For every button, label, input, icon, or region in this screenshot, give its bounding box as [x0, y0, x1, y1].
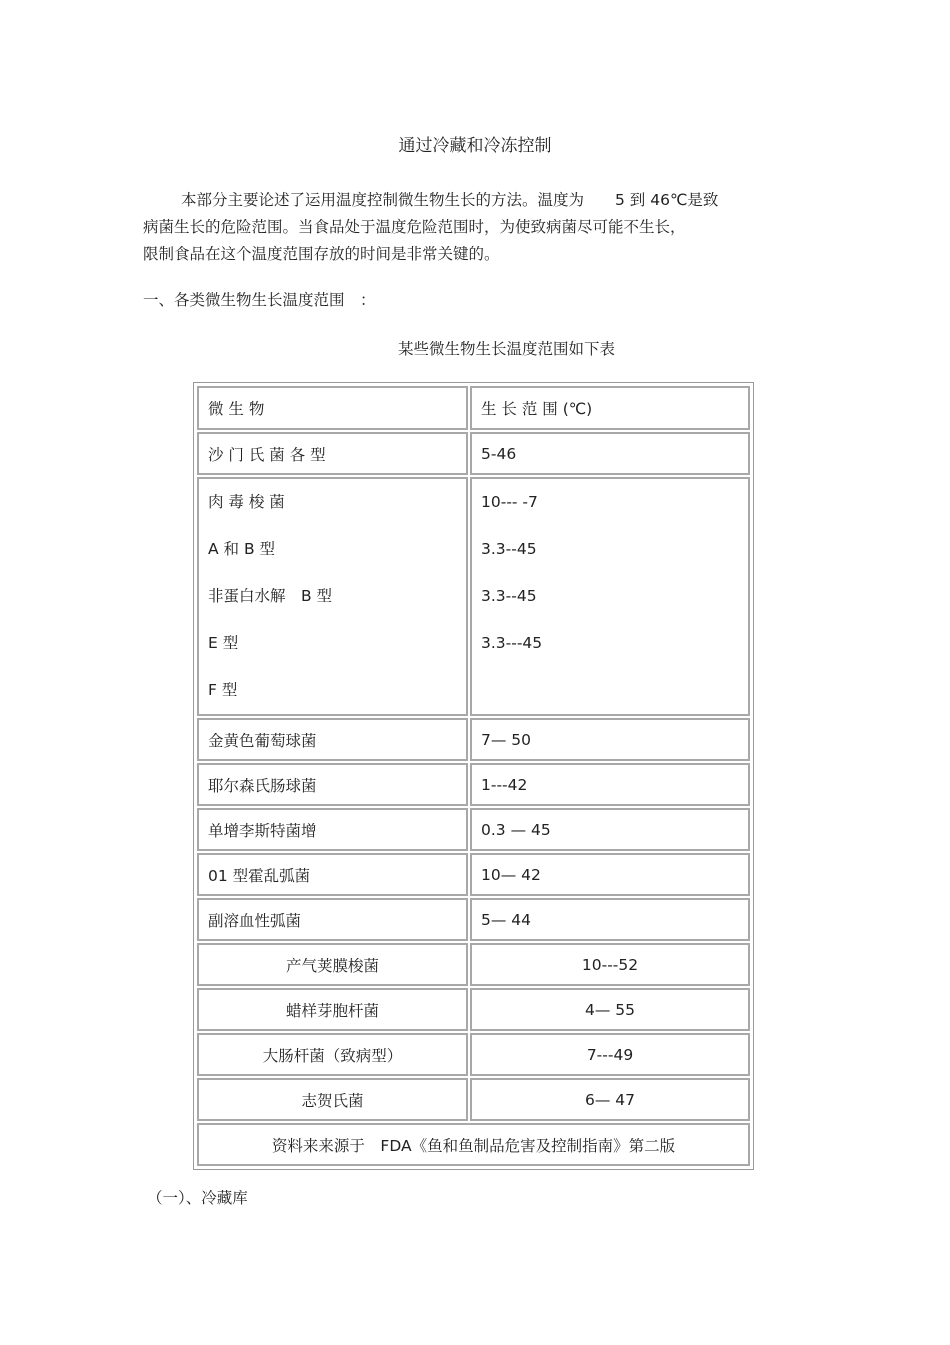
growth-range: 5-46 — [470, 432, 750, 475]
organism-name-list — [197, 477, 468, 716]
organism-name: 01 型霍乱弧菌 — [197, 853, 468, 896]
table-source-row — [197, 1123, 750, 1166]
table-row — [197, 853, 750, 896]
header-growth-range: 生 长 范 围 (℃) — [470, 386, 750, 430]
organism-subtype: F 型 — [208, 681, 238, 699]
table-row — [197, 718, 750, 761]
growth-range: 3.3--45 — [481, 587, 537, 605]
table-row — [197, 1078, 750, 1121]
page-title: 通过冷藏和冷冻控制 — [398, 136, 552, 156]
growth-range: 0.3 — 45 — [470, 808, 750, 851]
table-header-row — [197, 386, 750, 430]
growth-range: 7— 50 — [470, 718, 750, 761]
organism-name: 蜡样芽胞杆菌 — [197, 988, 468, 1031]
section-1-heading: 一、各类微生物生长温度范围 ： — [143, 291, 376, 309]
table-source-note: 资料来来源于 FDA《鱼和鱼制品危害及控制指南》第二版 — [197, 1123, 750, 1166]
growth-range: 10--- -7 — [481, 493, 538, 511]
growth-range: 5— 44 — [470, 898, 750, 941]
organism-name: 肉 毒 梭 菌 — [208, 493, 285, 511]
growth-range: 1---42 — [470, 763, 750, 806]
growth-range — [481, 667, 739, 714]
table-row — [197, 432, 750, 475]
organism-name: 大肠杆菌（致病型） — [197, 1033, 468, 1076]
growth-range: 10---52 — [470, 943, 750, 986]
intro-line-2: 病菌生长的危险范围。当食品处于温度危险范围时，为使致病菌尽可能不生长， — [143, 218, 686, 236]
intro-paragraph — [143, 187, 803, 268]
organism-name: 金黄色葡萄球菌 — [197, 718, 468, 761]
growth-range: 10— 42 — [470, 853, 750, 896]
table-row — [197, 943, 750, 986]
temperature-table — [193, 382, 754, 1170]
growth-range: 4— 55 — [470, 988, 750, 1031]
organism-name: 耶尔森氏肠球菌 — [197, 763, 468, 806]
growth-range: 3.3---45 — [481, 634, 543, 652]
growth-range: 7---49 — [470, 1033, 750, 1076]
organism-name: 志贺氏菌 — [197, 1078, 468, 1121]
section-2-heading: （一）、冷藏库 — [147, 1189, 248, 1207]
organism-name: 副溶血性弧菌 — [197, 898, 468, 941]
table-row-botulinum — [197, 477, 750, 716]
organism-name: 单增李斯特菌增 — [197, 808, 468, 851]
growth-range-list — [470, 477, 750, 716]
organism-subtype: E 型 — [208, 634, 239, 652]
table-caption: 某些微生物生长温度范围如下表 — [398, 340, 616, 358]
organism-name: 产气荚膜梭菌 — [197, 943, 468, 986]
intro-line-3: 限制食品在这个温度范围存放的时间是非常关键的。 — [143, 245, 500, 263]
growth-range: 6— 47 — [470, 1078, 750, 1121]
intro-line-1: 本部分主要论述了运用温度控制微生物生长的方法。温度为 5 到 46℃是致 — [181, 191, 719, 209]
table-row — [197, 808, 750, 851]
table-row — [197, 1033, 750, 1076]
organism-name: 沙 门 氏 菌 各 型 — [197, 432, 468, 475]
table-row — [197, 988, 750, 1031]
header-microorganism: 微 生 物 — [197, 386, 468, 430]
organism-subtype: A 和 B 型 — [208, 540, 276, 558]
growth-range: 3.3--45 — [481, 540, 537, 558]
table-row — [197, 898, 750, 941]
table-row — [197, 763, 750, 806]
organism-subtype: 非蛋白水解 B 型 — [208, 587, 333, 605]
